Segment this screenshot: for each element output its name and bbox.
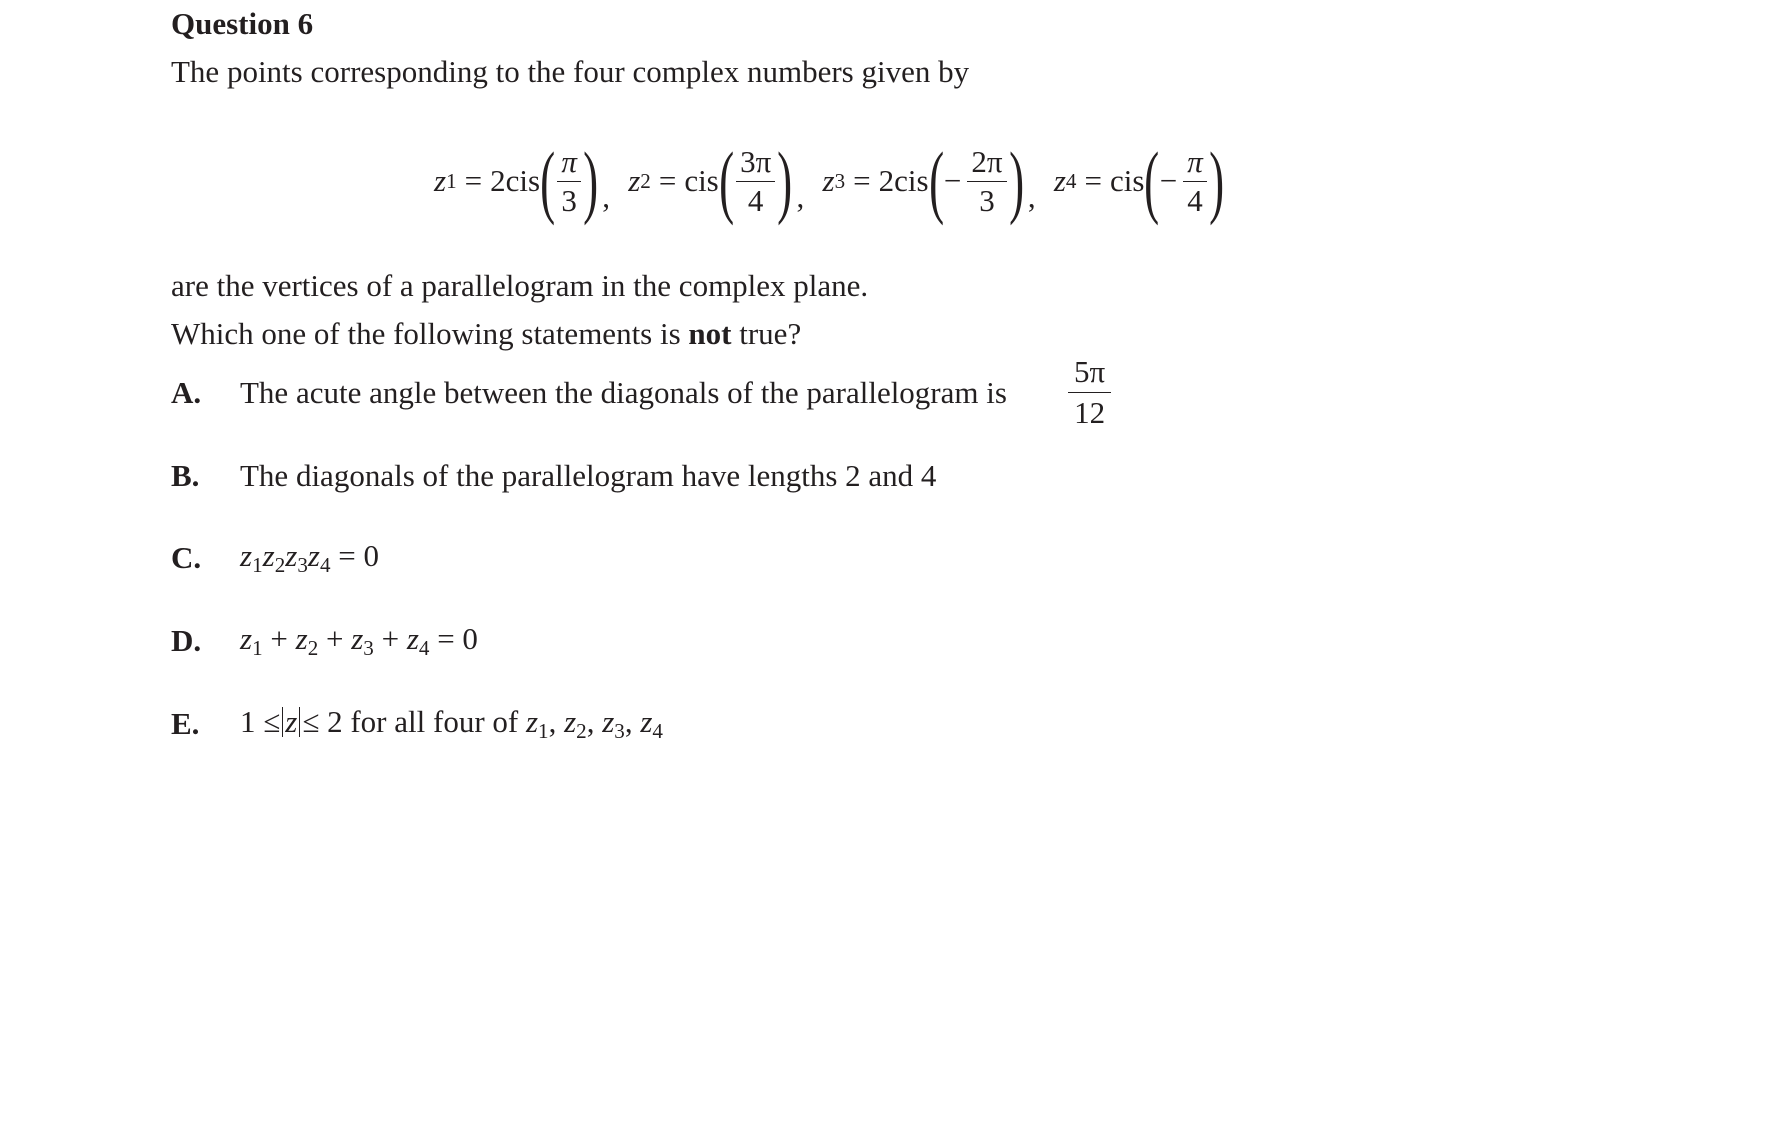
z3-denominator: 3 bbox=[979, 182, 995, 218]
option-e-text: for all four of bbox=[342, 704, 526, 739]
option-d-letter: D. bbox=[171, 623, 202, 658]
z4-numerator: π bbox=[1183, 143, 1207, 182]
z3-coef: 2cis bbox=[878, 163, 929, 198]
z3-numerator: 2π bbox=[967, 143, 1006, 182]
z2-definition: z 2 = cis ( $\frac{3\pi}{4}$ ) bbox=[628, 135, 793, 226]
option-b-letter: B. bbox=[171, 458, 200, 493]
z4-sign: − bbox=[1159, 163, 1178, 198]
option-a-numerator: 5π bbox=[1068, 352, 1111, 393]
z1-definition: z 1 = 2cis ( $\frac{\pi}{3}$ ) bbox=[434, 135, 599, 226]
complex-numbers-equation: z 1 = 2cis ( $\frac{\pi}{3}$ ) , z 2 = cis ( $\frac{3\pi}{4}$ ) , z 3 = 2cis ( − $\frac{2\pi}{3}$ ) , z 4 = cis ( − $\frac{\pi}{4}$ ) bbox=[434, 135, 1224, 226]
question-suffix: true? bbox=[731, 316, 802, 351]
z4-denominator: 4 bbox=[1187, 182, 1203, 218]
z2-denominator: 4 bbox=[747, 182, 764, 218]
z3-fraction bbox=[967, 143, 1006, 220]
question-prefix: Which one of the following statements is bbox=[171, 316, 689, 351]
z4-var: z bbox=[1053, 163, 1066, 198]
question-emphasis: not bbox=[688, 316, 732, 351]
question-intro: The points corresponding to the four complex numbers given by bbox=[171, 54, 970, 89]
z4-fraction bbox=[1183, 143, 1207, 220]
option-e-letter: E. bbox=[171, 706, 200, 741]
option-c-letter: C. bbox=[171, 540, 202, 575]
z1-fraction bbox=[557, 143, 581, 220]
z2-var: z bbox=[628, 163, 641, 198]
option-e-expression: 1 ≤ z ≤ 2 for all four of $z_1$, $z_2$, $z_3$, $z_4$ bbox=[240, 704, 663, 743]
option-d-expression: $z_1 + z_2 + z_3 + z_4 = 0$ bbox=[240, 621, 478, 660]
option-e-lhs: 1 ≤ bbox=[240, 704, 281, 739]
z1-numerator: π bbox=[557, 143, 581, 182]
option-e-rhs: ≤ 2 bbox=[302, 704, 343, 739]
z1-denominator: 3 bbox=[561, 182, 577, 218]
option-a-fraction bbox=[1068, 352, 1111, 433]
z4-coef: cis bbox=[1109, 163, 1145, 198]
z2-coef: cis bbox=[684, 163, 719, 198]
option-b-text: The diagonals of the parallelogram have lengths 2 and 4 bbox=[240, 458, 937, 493]
question-stem bbox=[171, 314, 801, 354]
z1-var: z bbox=[434, 163, 447, 198]
z2-fraction bbox=[736, 143, 775, 220]
after-equation-text: are the vertices of a parallelogram in the complex plane. bbox=[171, 268, 869, 303]
option-c-rhs: = 0 bbox=[338, 538, 379, 573]
option-d-rhs: = 0 bbox=[437, 621, 478, 656]
z4-definition: z 4 = cis ( − $\frac{\pi}{4}$ ) bbox=[1053, 135, 1224, 226]
z3-definition: z 3 = 2cis ( − $\frac{2\pi}{3}$ ) bbox=[822, 135, 1024, 226]
option-a-letter: A. bbox=[171, 375, 202, 410]
question-title: Question 6 bbox=[171, 6, 314, 41]
z2-numerator: 3π bbox=[736, 143, 775, 182]
z1-coef: 2cis bbox=[490, 163, 541, 198]
option-a-text: The acute angle between the diagonals of the parallelogram is bbox=[240, 375, 1007, 410]
z3-sign: − bbox=[943, 163, 962, 198]
option-a-denominator: 12 bbox=[1074, 395, 1106, 430]
option-c-expression: $z_1z_2z_3z_4 = 0$ bbox=[240, 538, 379, 577]
z3-var: z bbox=[822, 163, 835, 198]
